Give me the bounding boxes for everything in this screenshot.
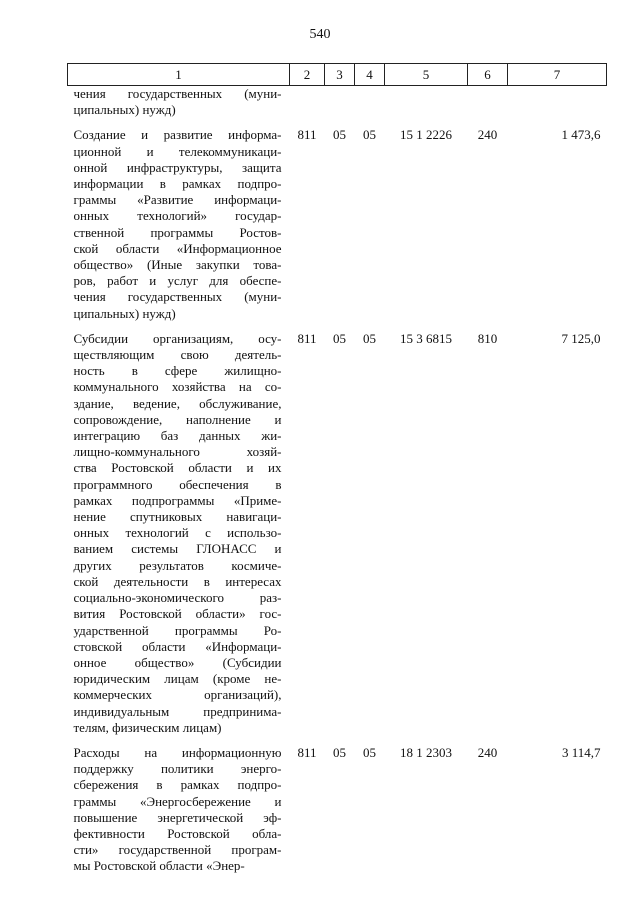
row-description (68, 127, 290, 321)
target-article-cell: 15 3 6815 (400, 330, 452, 346)
column-header: 1 (68, 64, 290, 86)
description-line: ципальных) нужд) (73, 102, 176, 118)
row-spacer (68, 736, 607, 745)
description-line: ществляющим свою деятель- (73, 347, 282, 363)
table-row (68, 127, 607, 321)
description-line: юридическим лицам (кроме не- (73, 671, 282, 687)
description-line: информации в рамках подпро- (73, 176, 282, 192)
column-header: 6 (468, 64, 508, 86)
description-line: сопровождение, наполнение и (73, 411, 282, 427)
description-line: сти» государственной програм- (73, 842, 282, 858)
table-header-row (68, 64, 607, 86)
description-line: ударственной программы Ро- (73, 622, 282, 638)
description-line: онных технологий» государ- (73, 208, 282, 224)
description-line: мы Ростовской области «Энер- (73, 858, 245, 874)
subsection-code-cell: 05 (363, 330, 376, 346)
description-line: онное общество» (Субсидии (73, 654, 282, 670)
table-row (68, 331, 607, 736)
section-code-cell (325, 86, 355, 119)
description-line: коммунального хозяйства на со- (73, 379, 282, 395)
description-line: ской области «Информационное (73, 240, 282, 256)
column-header: 7 (508, 64, 607, 86)
row-description (68, 86, 290, 119)
description-line: ственной программы Ростов- (73, 224, 282, 240)
section-code-cell: 05 (333, 127, 346, 143)
description-line: индивидуальным предпринима- (73, 703, 282, 719)
target-article-cell: 15 1 2226 (400, 127, 452, 143)
description-line: ров, работ и услуг для обеспе- (73, 273, 282, 289)
description-line: коммерческих организаций), (73, 687, 282, 703)
subsection-code-cell (355, 86, 385, 119)
description-line: нение спутниковых навигаци- (73, 509, 282, 525)
description-line: ципальных) нужд) (73, 305, 176, 321)
description-line: ность в сфере жилищно- (73, 363, 282, 379)
section-code-cell: 05 (333, 330, 346, 346)
table-row (68, 745, 607, 875)
spacer-cell (68, 322, 607, 331)
subsection-code-cell: 05 (363, 744, 376, 760)
description-line: программного обеспечения в (73, 476, 282, 492)
expense-type-cell: 240 (477, 744, 498, 760)
row-spacer (68, 118, 607, 127)
amount-cell: 3 114,7 (561, 744, 601, 760)
description-line: чения государственных (муни- (73, 86, 282, 101)
description-line: ванием системы ГЛОНАСС и (73, 541, 282, 557)
row-spacer (68, 322, 607, 331)
description-line: сбережения в рамках подпро- (73, 777, 282, 793)
section-code-cell: 05 (333, 744, 346, 760)
description-line: социально-экономического раз- (73, 590, 282, 606)
description-line: поддержку политики энерго- (73, 761, 282, 777)
description-line: других результатов космиче- (73, 557, 282, 573)
spacer-cell (68, 736, 607, 745)
description-line: рамках подпрограммы «Приме- (73, 492, 282, 508)
description-line: Субсидии организациям, осу- (73, 330, 282, 346)
amount-cell (508, 86, 607, 119)
description-line: вития Ростовской области» гос- (73, 606, 282, 622)
target-article-cell: 18 1 2303 (400, 744, 452, 760)
expense-type-cell (468, 86, 508, 119)
expense-type-cell: 810 (477, 330, 498, 346)
description-line: ционной и телекоммуникаци- (73, 143, 282, 159)
description-line: граммы «Развитие информаци- (73, 192, 282, 208)
target-article-cell (385, 86, 468, 119)
admin-code-cell: 811 (297, 330, 317, 346)
page-number: 540 (309, 27, 331, 42)
description-line: ства Ростовской области и их (73, 460, 282, 476)
column-header: 2 (290, 64, 325, 86)
subsection-code-cell: 05 (363, 127, 376, 143)
description-line: граммы «Энергосбережение и (73, 793, 282, 809)
description-line: Создание и развитие информа- (73, 127, 282, 143)
description-line: лищно-коммунального хозяй- (73, 444, 282, 460)
description-line: интеграцию баз данных жи- (73, 428, 282, 444)
description-line: Расходы на информационную (73, 744, 282, 760)
admin-code-cell (290, 86, 325, 119)
column-header: 4 (355, 64, 385, 86)
column-header: 3 (325, 64, 355, 86)
description-line: онной инфраструктуры, защита (73, 159, 282, 175)
description-line: фективности Ростовской обла- (73, 825, 282, 841)
table-row (68, 86, 607, 119)
expense-type-cell: 240 (477, 127, 498, 143)
description-line: онных технологий с использо- (73, 525, 282, 541)
spacer-cell (68, 118, 607, 127)
description-line: стовской области «Информаци- (73, 638, 282, 654)
admin-code-cell: 811 (297, 744, 317, 760)
description-line: телям, физическим лицам) (73, 719, 222, 735)
description-line: здание, ведение, обслуживание, (73, 395, 282, 411)
description-line: ской деятельности в интересах (73, 573, 282, 589)
admin-code-cell: 811 (297, 127, 317, 143)
row-description (68, 331, 290, 736)
description-line: чения государственных (муни- (73, 289, 282, 305)
amount-cell: 1 473,6 (561, 127, 601, 143)
budget-table (67, 63, 607, 875)
amount-cell: 7 125,0 (561, 330, 601, 346)
row-description (68, 745, 290, 875)
description-line: повышение энергетической эф- (73, 809, 282, 825)
column-header: 5 (385, 64, 468, 86)
description-line: общество» (Иные закупки това- (73, 257, 282, 273)
